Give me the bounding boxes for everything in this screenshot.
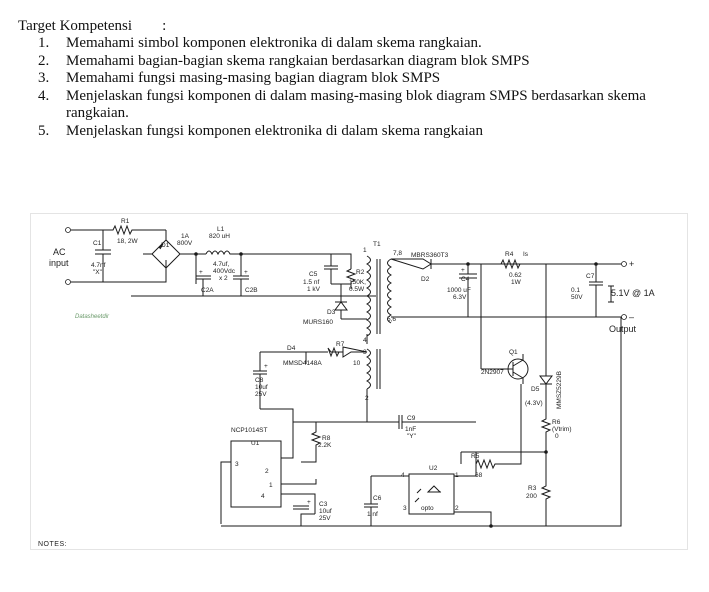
- c2-value-1: 4.7uf,: [213, 261, 230, 268]
- heading-label: Target Kompetensi: [18, 18, 133, 34]
- c6-value: 1 nf: [367, 511, 378, 518]
- input-label: input: [49, 258, 69, 268]
- c3-label: C3: [319, 501, 328, 508]
- u2-pin2: 2: [455, 505, 459, 512]
- c4-plus: +: [461, 267, 465, 274]
- u1-controller: [231, 441, 281, 507]
- r2-label: R2: [356, 269, 365, 276]
- c2b-label: C2B: [245, 287, 258, 294]
- c4-label: C4: [461, 276, 470, 283]
- c9-value-2: "Y": [407, 433, 416, 440]
- output-rating: 5.1V @ 1A: [611, 288, 655, 298]
- c2a-plus: +: [199, 269, 203, 276]
- competency-text: Menjelaskan fungsi komponen di dalam masing-masing blok diagram SMPS berdasarkan skema rangkaian.: [66, 87, 646, 122]
- r5-value: 68: [475, 472, 483, 479]
- competency-list: [38, 35, 698, 141]
- r8-value: 2.2K: [318, 442, 332, 449]
- r2-value-2: 0.5W: [349, 286, 365, 293]
- t1-aux-core: [377, 349, 380, 389]
- u1-label: U1: [251, 440, 260, 447]
- c4-value-1: 1000 uF: [447, 287, 471, 294]
- junction-dot: [194, 252, 198, 256]
- r6-value-2: 0: [555, 433, 559, 440]
- output-terminal-minus: [622, 315, 627, 320]
- competency-item: [38, 70, 698, 88]
- r6-value-1: (Vtrim): [552, 426, 572, 433]
- r5-label: R5: [471, 453, 480, 460]
- r4-is: Is: [523, 251, 529, 258]
- t1-pin4: 4: [363, 337, 367, 344]
- competency-number: 3.: [38, 70, 50, 87]
- competency-item: [38, 88, 698, 123]
- u2-opto-label: opto: [421, 505, 434, 512]
- competency-item: [38, 35, 698, 53]
- c5-label: C5: [309, 271, 318, 278]
- c9-label: C9: [407, 415, 416, 422]
- u1-part: NCP1014ST: [231, 427, 268, 434]
- r8-label: R8: [322, 435, 331, 442]
- c3-capacitor: [293, 506, 315, 526]
- u2-pin4: 4: [401, 472, 405, 479]
- r1-value: 18, 2W: [117, 238, 138, 245]
- r3-label: R3: [528, 485, 537, 492]
- c7-capacitor: [589, 264, 603, 317]
- c2b-plus: +: [244, 269, 248, 276]
- u2-label: U2: [429, 465, 438, 472]
- c4-capacitor: [391, 264, 621, 317]
- junction-dot: [466, 262, 470, 266]
- c6-capacitor: [221, 476, 491, 526]
- datasheet-watermark: Datasheetdir: [75, 314, 110, 320]
- d2-label: D2: [421, 276, 430, 283]
- q1-part: 2N2907: [481, 369, 504, 376]
- d4-label: D4: [287, 345, 296, 352]
- junction-dot: [544, 450, 548, 454]
- t1-pin2: 2: [365, 395, 369, 402]
- r7-value: 10: [353, 360, 361, 367]
- output-plus: +: [629, 259, 635, 269]
- junction-dot: [239, 252, 243, 256]
- t1-pin56: 5,6: [387, 316, 397, 323]
- u2-internal: [415, 486, 441, 502]
- c3-value-2: 25V: [319, 515, 331, 522]
- competency-text: Memahami fungsi masing-masing bagian diagram blok SMPS: [66, 70, 441, 87]
- competency-number: 1.: [38, 35, 50, 51]
- competency-text: Memahami bagian-bagian skema rangkaian berdasarkan diagram blok SMPS: [66, 52, 530, 69]
- r1-label: R1: [121, 218, 130, 225]
- competency-item: [38, 123, 698, 141]
- r3-value: 200: [526, 493, 537, 500]
- r4-label: R4: [505, 251, 514, 258]
- r4-value-1: 0.62: [509, 272, 522, 279]
- junction-dot: [594, 262, 598, 266]
- r2-value-1: 150K,: [349, 279, 366, 286]
- r5-resistor: [461, 384, 521, 468]
- c2-value-2: 400Vdc: [213, 268, 236, 275]
- u1-pin1: 1: [269, 482, 273, 489]
- competency-number: 2.: [38, 52, 50, 69]
- output-minus: –: [629, 312, 635, 322]
- c8-label: C8: [255, 377, 264, 384]
- d1-label: D1: [161, 242, 170, 249]
- r6-label: R6: [552, 419, 561, 426]
- u1-pin3: 3: [235, 461, 239, 468]
- l1-value: 820 uH: [209, 233, 230, 240]
- c8-value-1: 10uf: [255, 384, 268, 391]
- d5-label: D5: [531, 386, 540, 393]
- c1-value-1: 4.7nf: [91, 262, 106, 269]
- ac-input-terminal-bottom: [66, 280, 71, 285]
- junction-dot: [489, 524, 493, 528]
- c8-plus: +: [264, 363, 268, 370]
- d1-value-2: 800V: [177, 240, 193, 247]
- c3-plus: +: [307, 499, 311, 506]
- ac-label: AC: [53, 247, 66, 257]
- schematic-drawing: [31, 214, 687, 549]
- d3-label: D3: [327, 309, 336, 316]
- output-label: Output: [609, 324, 637, 334]
- smps-schematic: [30, 213, 688, 550]
- q1-label: Q1: [509, 349, 518, 356]
- competency-text: Memahami simbol komponen elektronika di dalam skema rangkaian.: [66, 35, 482, 51]
- t1-pin3: 3: [363, 349, 367, 356]
- d4-part: MMSD4148A: [283, 360, 322, 367]
- c7-label: C7: [586, 273, 595, 280]
- c5-value-2: 1 kV: [307, 286, 321, 293]
- c4-value-2: 6.3V: [453, 294, 467, 301]
- t1-pin1: 1: [363, 247, 367, 254]
- t1-secondary-winding: [388, 259, 392, 323]
- heading-colon: :: [162, 18, 167, 34]
- r1-resistor: [71, 226, 166, 234]
- r7-label: R7: [336, 341, 345, 348]
- c2a-label: C2A: [201, 287, 214, 294]
- r4-value-2: 1W: [511, 279, 521, 286]
- c8-value-2: 25V: [255, 391, 267, 398]
- c2-value-3: x 2: [219, 275, 228, 282]
- competency-item: [38, 53, 698, 71]
- t1-pin78: 7,8: [393, 250, 403, 257]
- d2-part: MBRS360T3: [411, 252, 449, 259]
- l1-label: L1: [217, 226, 225, 233]
- output-terminal-plus: [622, 262, 627, 267]
- c9-value-1: 1nF: [405, 426, 417, 433]
- u1-pin2: 2: [265, 468, 269, 475]
- l1-inductor: [206, 251, 241, 254]
- c6-label: C6: [373, 495, 382, 502]
- competency-number: 4.: [38, 87, 50, 104]
- u2-pin1: 1: [455, 472, 459, 479]
- competency-text: Menjelaskan fungsi komponen elektronika di dalam skema rangkaian: [66, 122, 483, 139]
- competency-number: 5.: [38, 122, 50, 139]
- c3-value-1: 10uf: [319, 508, 332, 515]
- c9-capacitor: [367, 415, 476, 429]
- u2-pin3: 3: [403, 505, 407, 512]
- c1-value-2: "X": [93, 269, 102, 276]
- c7-value-2: 50V: [571, 294, 583, 301]
- u1-pin4: 4: [261, 493, 265, 500]
- d3-part: MURS160: [303, 319, 333, 326]
- d1-value-1: 1A: [181, 233, 189, 240]
- c5-value-1: 1.5 nf: [303, 279, 320, 286]
- d5-part: MMSZ5229B: [556, 371, 563, 409]
- c1-label: C1: [93, 240, 102, 247]
- page-heading: [18, 17, 166, 35]
- d5-value: (4.3V): [525, 400, 543, 407]
- t1-label: T1: [373, 241, 381, 248]
- notes-label: NOTES:: [38, 541, 68, 547]
- t1-aux-winding: [367, 349, 371, 389]
- c7-value-1: 0.1: [571, 287, 581, 294]
- d5-zener: [540, 264, 552, 399]
- t1-core: [377, 259, 380, 334]
- ac-input-terminal-top: [66, 228, 71, 233]
